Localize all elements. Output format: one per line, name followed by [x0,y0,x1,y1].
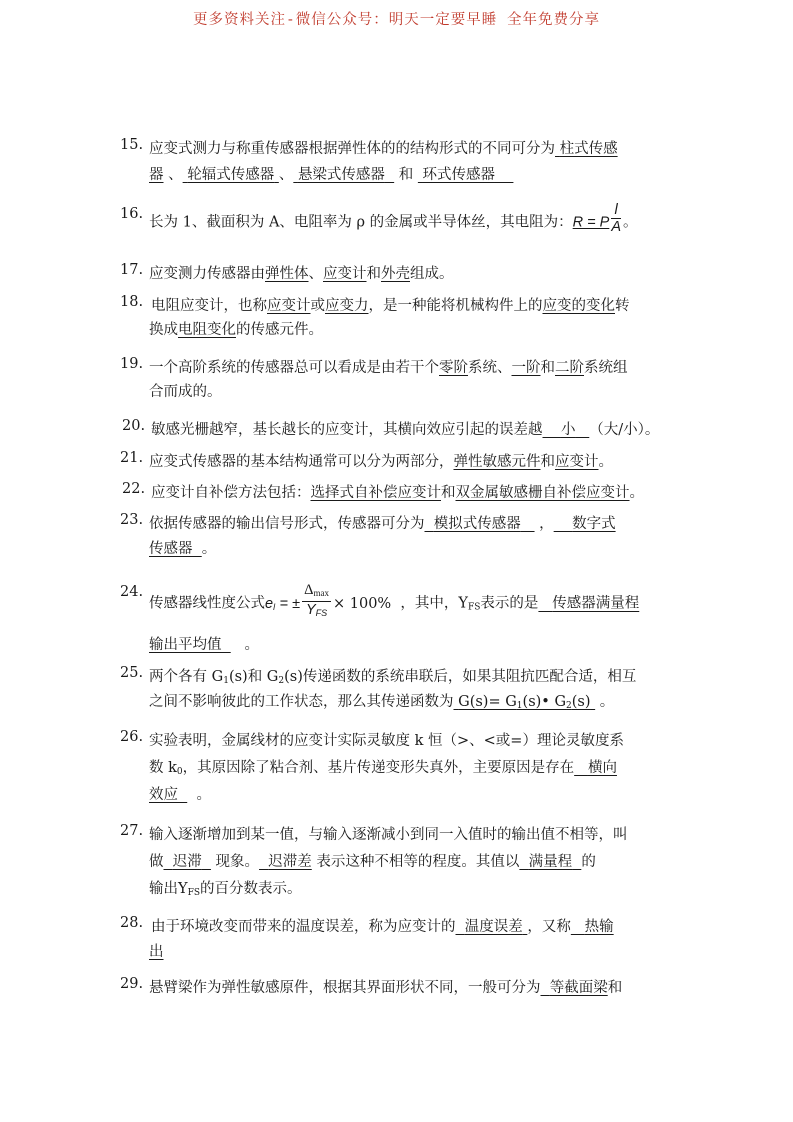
answer-blank: 双金属敏感栅自补偿应变计 [455,485,630,501]
answer-blank: 横向 [587,760,617,776]
answer-blank: 热输 [584,919,614,935]
question-number: 25. [120,665,144,681]
question-number: 18. [120,294,144,310]
question-number: 29. [120,976,144,992]
answer-blank: 轮辐式传感器 [187,167,275,183]
answer-blank: 等截面梁 [549,980,608,996]
formula-lhs: R = P [572,214,610,231]
answer-blank: 迟滞差 [268,854,312,870]
answer-blank: 满量程 [528,854,573,870]
answer-blank: 应变力 [325,298,369,314]
answer-blank: 弹性敏感元件 [453,454,541,470]
text: 、 [278,167,294,183]
answer-blank: 应变计 [555,454,599,470]
question-number: 22. [122,481,146,497]
text: 长为 1、截面积为 A、电阻率为 ρ 的金属或半导体丝，其电阻为： [149,214,573,231]
question-number: 21. [120,450,144,466]
question-number: 17. [120,262,144,278]
answer-blank: 温度误差 [464,919,523,935]
question-number: 28. [120,915,144,931]
answer-blank: 出 [149,944,164,960]
text: 应变式测力与称重传感器根据弹性体的的结构形式的不同可分为 [149,141,555,157]
answer-blank: 选择式自补偿应变计 [310,485,441,501]
question-number: 20. [122,418,146,434]
question-number: 19. [120,356,144,372]
answer-blank: 传感器满量程 [552,595,640,612]
answer-blank: 一阶 [511,360,541,376]
answer-blank: 应变的变化 [542,298,615,314]
question-number: 26. [120,729,144,745]
answer-blank: 器 [149,167,164,183]
question-number: 27. [120,823,144,839]
question-number: 16. [120,206,144,222]
answer-blank: 迟滞 [172,854,202,870]
answer-blank: 小 [560,422,576,438]
text: 、 [168,167,183,183]
answer-blank: 弹性体 [265,266,309,282]
answer-blank: 外壳 [381,266,410,282]
formula-fraction: $\frac{l}{A}$ [611,202,621,235]
text: 和 [398,167,414,183]
answer-blank: $G(s)= G_1(s)•$ $G_2(s)$ [458,694,591,711]
answer-blank: 二阶 [555,360,584,376]
linearity-formula: $e_l$ = ± $\frac{\Delta_{max}}{Y_{FS}}$ × 100% [265,582,392,618]
header-banner: 更多资料关注-微信公众号：明天一定要早睡 全年免费分享 [193,12,600,28]
answer-blank: 数字式 [572,516,616,532]
answer-blank: 应变计 [267,298,311,314]
answer-blank: 效应 [149,787,178,803]
question-number: 24. [120,584,144,600]
answer-blank: 电阻变化 [178,322,236,338]
answer-blank: 输出平均值 [149,637,222,653]
text: 。 [623,214,638,231]
question-number: 15. [120,137,144,153]
answer-blank: 零阶 [439,360,468,376]
answer-blank: 悬梁式传感器 [297,167,385,183]
answer-blank: 模拟式传感器 [433,516,521,532]
answer-blank: 传感器 [149,541,193,557]
answer-blank: 应变计 [323,266,367,282]
answer-blank: 环式传感器 [422,167,495,183]
question-number: 23. [120,512,144,528]
answer-blank: 柱式传感 [559,141,618,157]
